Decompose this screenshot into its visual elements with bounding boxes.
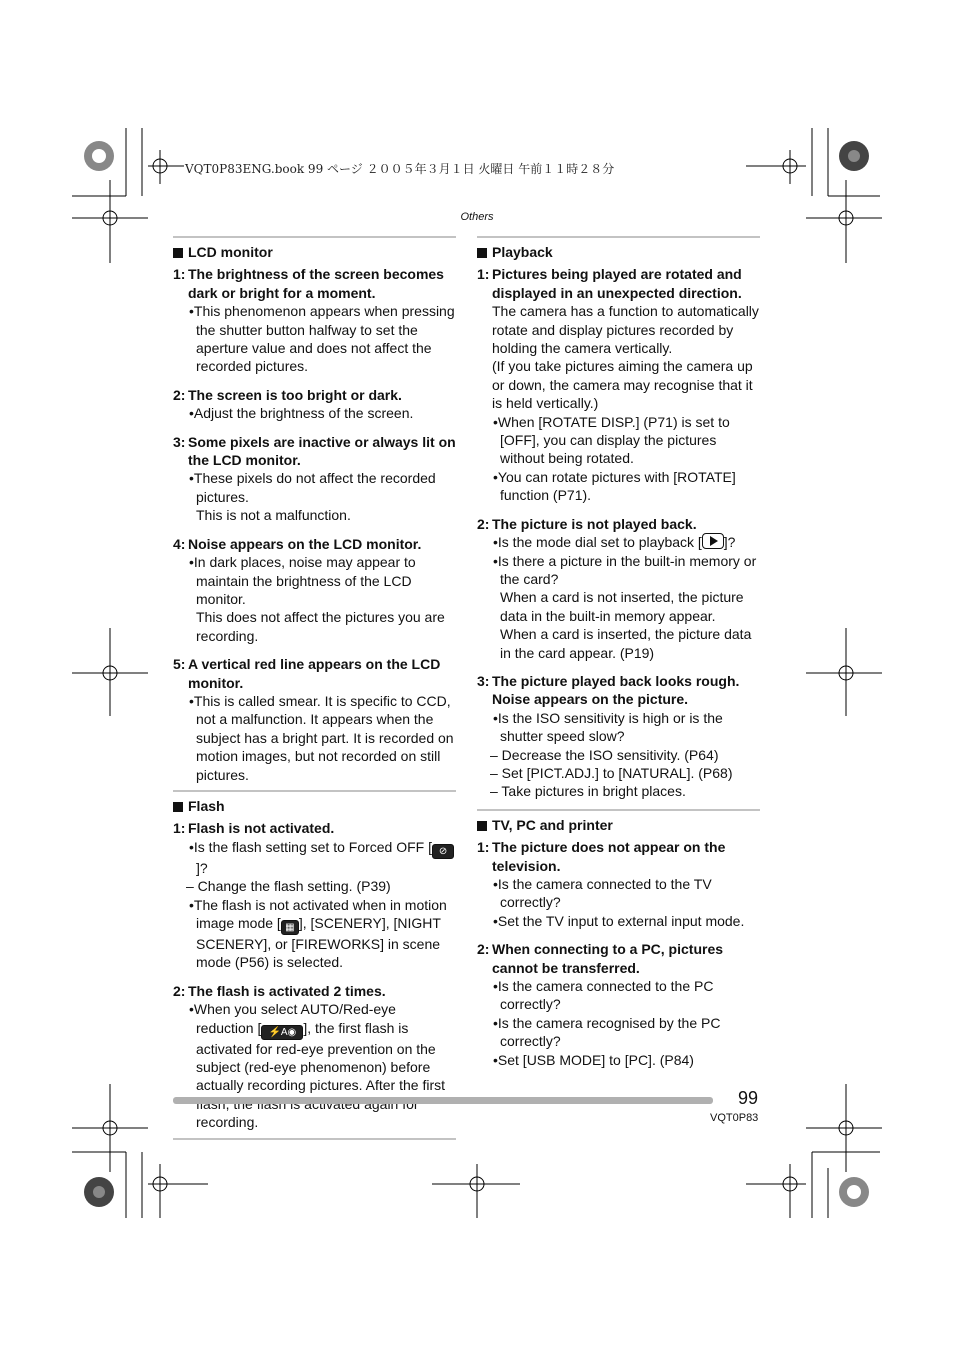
- question: 5: A vertical red line appears on the LCD monitor.: [173, 656, 441, 691]
- bullet-item: •Is the ISO sensitivity is high or is the shutter speed slow?: [493, 709, 723, 745]
- section-divider: [477, 809, 760, 811]
- question: 4: Noise appears on the LCD monitor.: [173, 535, 422, 552]
- dash-item: – Take pictures in bright places.: [490, 783, 686, 800]
- red-eye-flash-icon: ⚡A◉: [261, 1025, 303, 1040]
- question: 2: The flash is activated 2 times.: [173, 982, 386, 999]
- square-bullet-icon: [477, 248, 487, 258]
- bullet-item: •Is there a picture in the built-in memory or the card?: [493, 552, 757, 587]
- bullet-item: •Is the camera connected to the PC correctly?: [493, 978, 714, 1013]
- bullet-item: •You can rotate pictures with [ROTATE] function (P71).: [493, 468, 736, 504]
- dash-item: – Set [PICT.ADJ.] to [NATURAL]. (P68): [490, 764, 733, 781]
- note-text: When a card is not inserted, the picture data in the built-in memory appear.: [500, 589, 744, 624]
- note-text: This does not affect the pictures you are recording.: [196, 609, 445, 644]
- question: 1: The brightness of the screen becomes dark or bright for a moment.: [173, 266, 444, 301]
- section-label: Others: [460, 211, 494, 223]
- body-text: The camera has a function to automatically rotate and display pictures recorded by holding the camera vertically.: [492, 303, 759, 357]
- square-bullet-icon: [477, 821, 487, 831]
- bullet-item: •These pixels do not affect the recorded pictures.: [189, 470, 436, 505]
- question: 1: Pictures being played are rotated and displayed in an unexpected direction.: [477, 266, 742, 301]
- bullet-item: •This phenomenon appears when pressing the shutter button halfway to set the aperture value and does not affect the recorded pictures.: [189, 303, 455, 375]
- left-column: [173, 236, 456, 1144]
- playback-icon: [702, 533, 724, 549]
- bullet-item: •Is the flash setting set to Forced OFF [ ⊘]?: [173, 838, 456, 877]
- note-text: This is not a malfunction.: [196, 507, 351, 524]
- question: 2: The picture is not played back.: [477, 515, 697, 532]
- note-text: When a card is inserted, the picture data in the card appear. (P19): [500, 626, 752, 661]
- bullet-item: •Is the camera connected to the TV correctly?: [493, 876, 712, 911]
- print-header: VQT0P83ENG.book 99 ページ ２００５年３月１日 火曜日 午前１１時２８分: [185, 162, 615, 176]
- square-bullet-icon: [173, 802, 183, 812]
- bullet-item: •Set the TV input to external input mode.: [493, 912, 745, 929]
- top-rule: [173, 236, 456, 238]
- question: 3: The picture played back looks rough. Noise appears on the picture.: [477, 672, 740, 708]
- section-divider: [173, 790, 456, 792]
- top-rule: [477, 236, 760, 238]
- right-column: [477, 236, 760, 1069]
- bullet-item: •Is the mode dial set to playback [ ]?: [493, 534, 736, 551]
- document-code: VQT0P83: [710, 1112, 759, 1124]
- bullet-item: •When you select AUTO/Red-eye reduction [ ⚡A◉ ], the first flash is activated for red-eye prevention on the subject (red-eye phenomenon) before actually recording pictures. After the first recording.: [189, 1001, 445, 1131]
- bottom-rule: [173, 1138, 456, 1140]
- dash-item: – Change the flash setting. (P39): [186, 878, 391, 895]
- section-title-lcd: LCD monitor: [173, 243, 456, 261]
- bullet-item: •When [ROTATE DISP.] (P71) is set to [OFF], you can display the pictures without being rotated.: [493, 413, 730, 467]
- section-title-tv: TV, PC and printer: [477, 816, 760, 834]
- bullet-item: •The flash is not activated when in motion image mode [ ▦ ], [SCENERY], [NIGHT SCENERY], or [FIREWORKS] in scene mode (P56) is selected.: [189, 896, 447, 971]
- bullet-item: •Adjust the brightness of the screen.: [189, 405, 414, 422]
- square-bullet-icon: [173, 248, 183, 258]
- bullet-item: •This is called smear. It is specific to CCD, not a malfunction. It appears when the subject has a bright part. It is recorded on motion images, but not recorded on still pictures.: [189, 692, 454, 783]
- page-number: 99: [738, 1088, 759, 1108]
- bullet-item: •Set [USB MODE] to [PC]. (P84): [493, 1051, 694, 1068]
- section-title-flash: Flash: [173, 797, 456, 815]
- dash-item: – Decrease the ISO sensitivity. (P64): [490, 746, 719, 763]
- question: 1: Flash is not activated.: [173, 820, 335, 837]
- question: 3: Some pixels are inactive or always lit on the LCD monitor.: [173, 433, 456, 469]
- flash-off-icon: ⊘: [432, 844, 454, 859]
- question: 2: The screen is too bright or dark.: [173, 386, 402, 403]
- question: 2: When connecting to a PC, pictures cannot be transferred.: [477, 941, 724, 976]
- footer-bar: [173, 1097, 713, 1104]
- question: 1: The picture does not appear on the television.: [477, 839, 726, 874]
- body-text: (If you take pictures aiming the camera up or down, the camera may recognise that it is held vertically.): [492, 358, 753, 412]
- bullet-item: •Is the camera recognised by the PC correctly?: [493, 1014, 721, 1050]
- motion-image-icon: ▦: [281, 920, 299, 935]
- bullet-item: •In dark places, noise may appear to maintain the brightness of the LCD monitor.: [189, 554, 416, 607]
- section-title-playback: Playback: [477, 243, 760, 261]
